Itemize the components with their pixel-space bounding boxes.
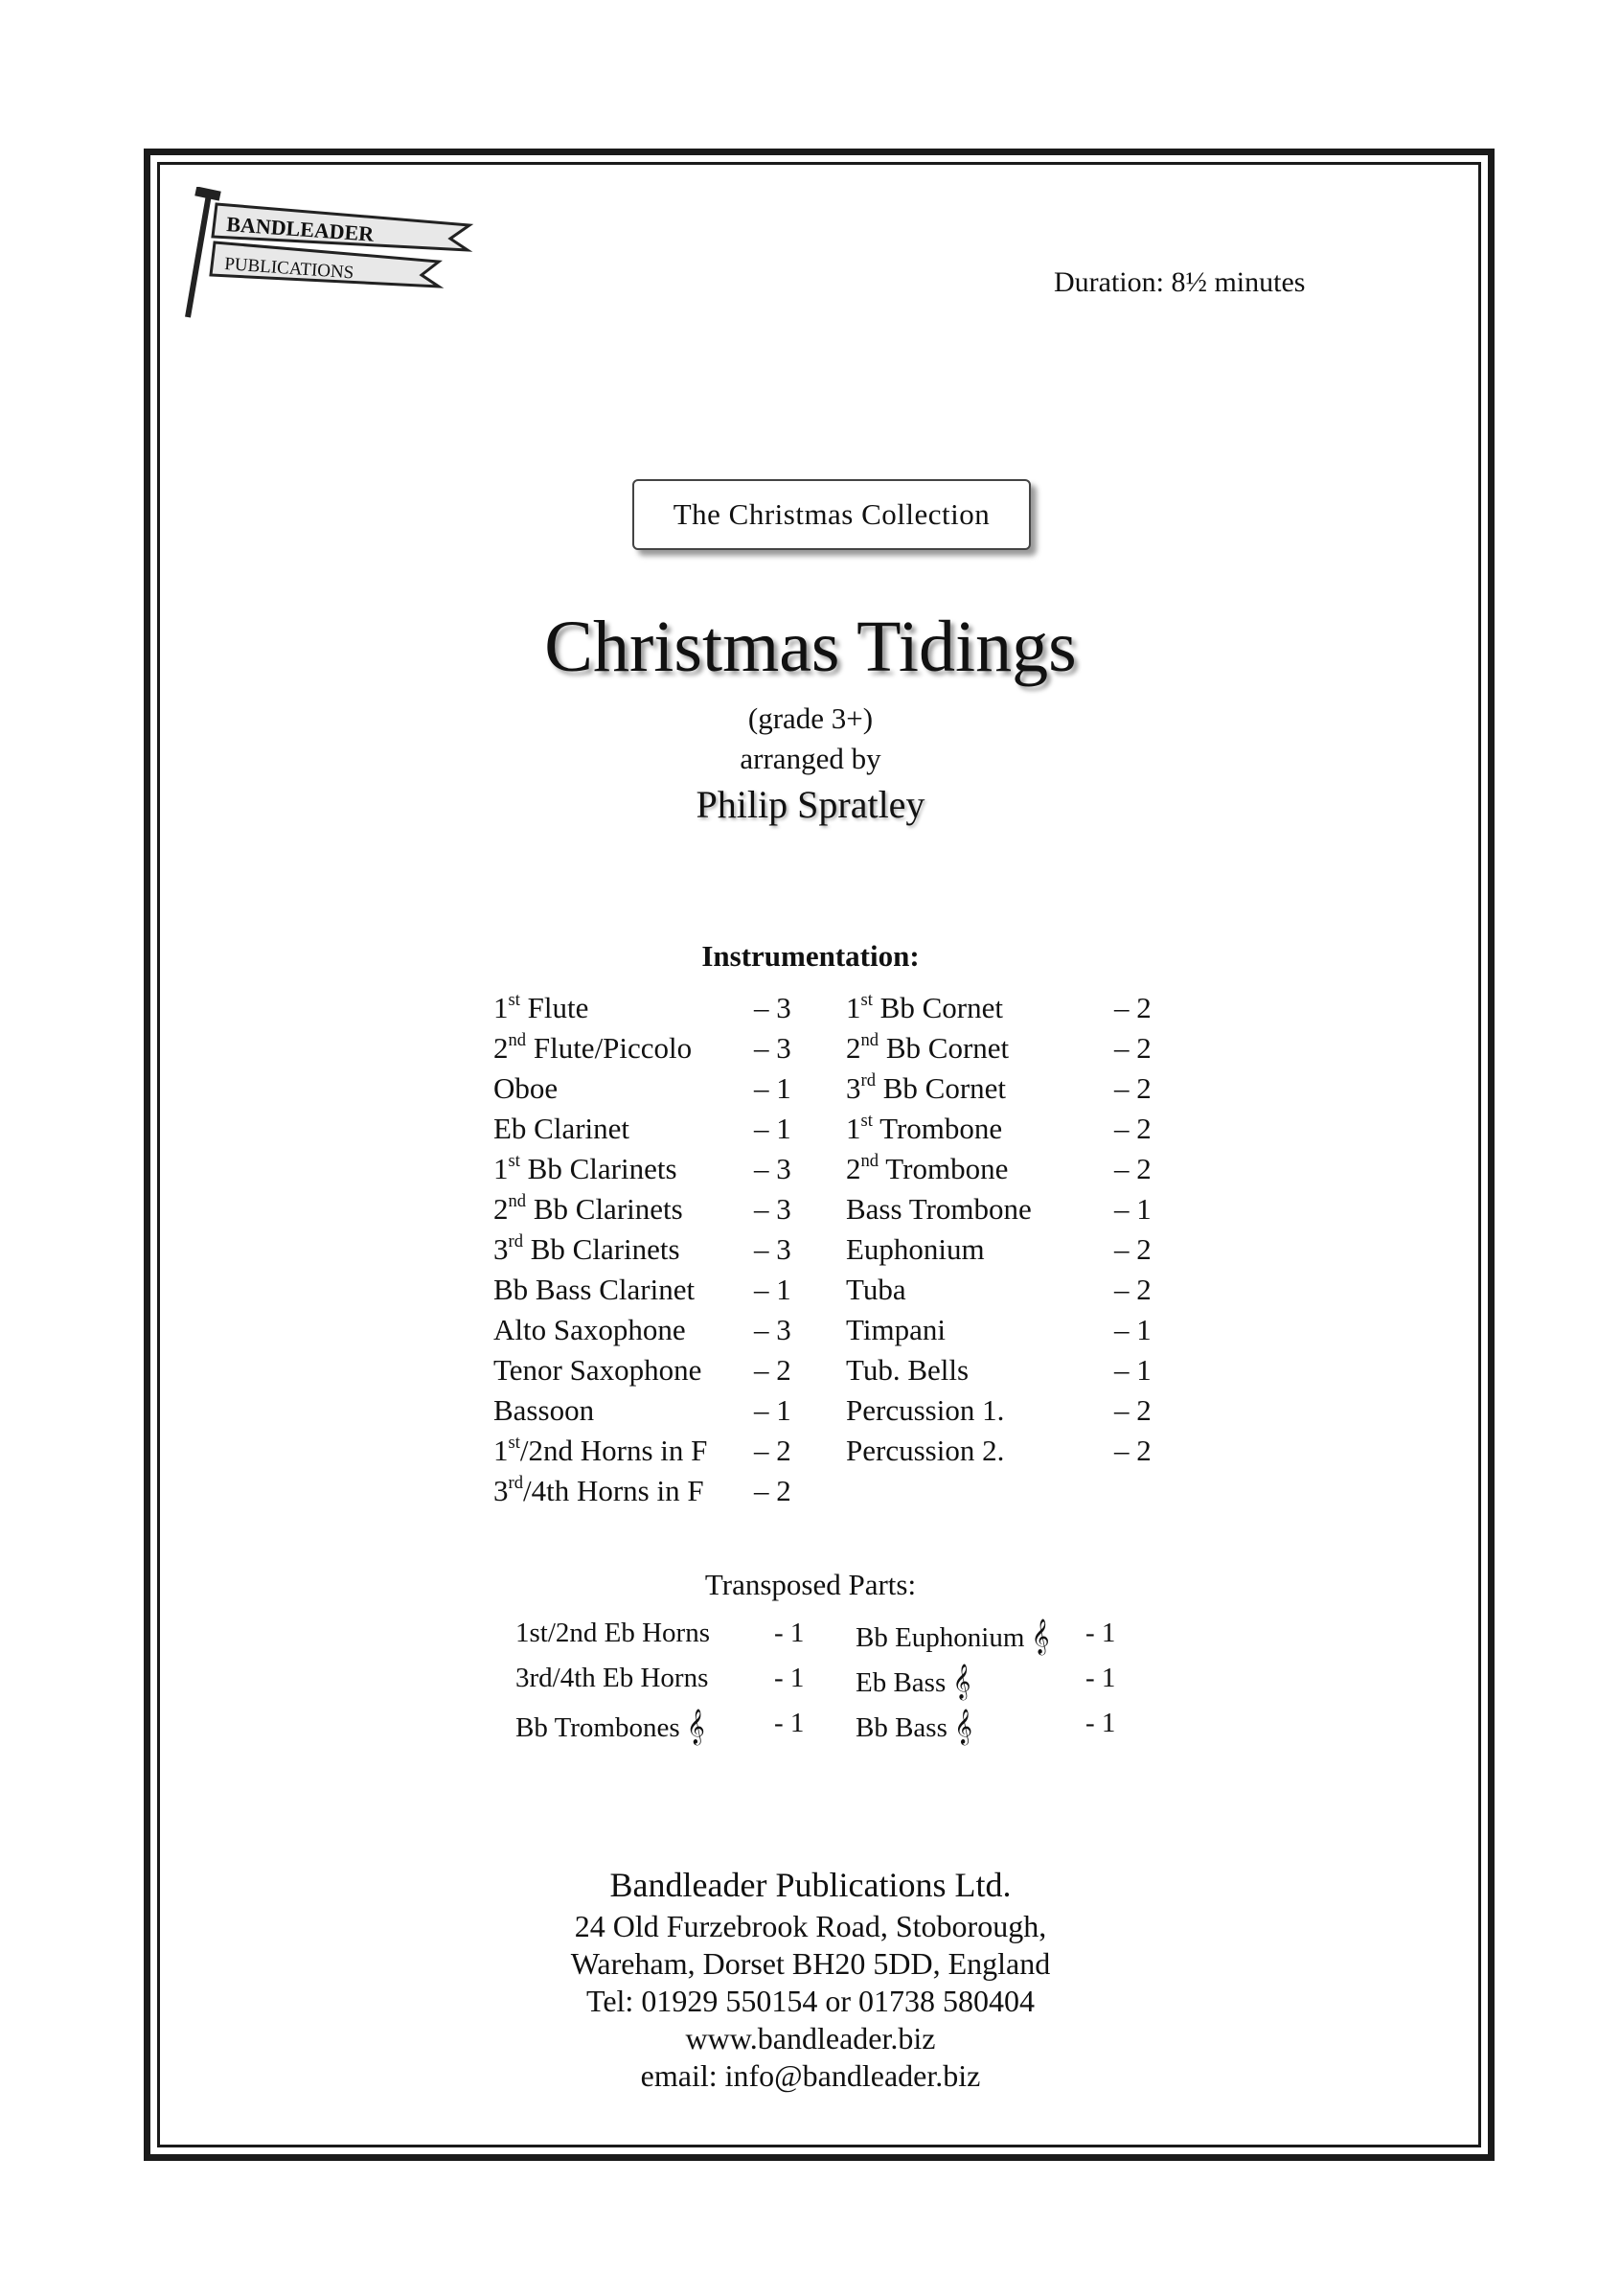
- publisher-email[interactable]: email: info@bandleader.biz: [640, 2058, 981, 2093]
- instrument-name: [493, 1192, 683, 1227]
- instrument-name: [846, 1353, 969, 1388]
- collection-label: [632, 479, 1031, 550]
- instrument-count: – 3: [754, 1192, 791, 1226]
- instrument-label: Timpani: [846, 1313, 946, 1346]
- transposed-part-count: - 1: [774, 1708, 805, 1738]
- bandleader-logo: [182, 187, 489, 321]
- instrument-label: Tub. Bells: [846, 1353, 970, 1387]
- instrument-count: – 2: [1114, 1434, 1152, 1467]
- transposed-part-name: [856, 1663, 970, 1700]
- transposed-part-count: - 1: [1085, 1618, 1116, 1648]
- transposed-part-label: 1st/2nd Eb Horns: [515, 1618, 710, 1648]
- instrument-count: – 1: [1114, 1353, 1152, 1387]
- instrument-label: Bassoon: [493, 1393, 595, 1427]
- publisher-telephone: Tel: 01929 550154 or 01738 580404: [586, 1984, 1035, 2018]
- instrument-name: [493, 1031, 692, 1066]
- instrument-name: [493, 1474, 704, 1508]
- instrument-name: [493, 1232, 680, 1267]
- instrument-ordinal-suffix: rd: [508, 1230, 523, 1251]
- instrument-ordinal-suffix: nd: [860, 1150, 879, 1171]
- publisher-website[interactable]: www.bandleader.biz: [685, 2021, 936, 2055]
- instrument-label: Tenor Saxophone: [493, 1353, 702, 1387]
- transposed-part-label: Bb Trombones: [515, 1712, 687, 1743]
- instrument-name: [846, 1313, 946, 1347]
- instrument-count: – 3: [754, 991, 791, 1024]
- instrument-label: Flute/Piccolo: [526, 1031, 693, 1065]
- treble-clef-icon: 𝄞: [954, 1708, 973, 1744]
- instrument-name: [493, 1434, 707, 1468]
- instrument-name: [493, 1273, 695, 1307]
- instrument-count: – 3: [754, 1031, 791, 1065]
- instrument-name: [846, 991, 1003, 1025]
- instrument-label: Bb Clarinets: [519, 1152, 677, 1185]
- instrument-ordinal: 3: [493, 1474, 509, 1507]
- instrument-count: – 2: [1114, 1071, 1152, 1105]
- transposed-part-name: [515, 1708, 705, 1745]
- instrument-label: Bb Cornet: [879, 1031, 1010, 1065]
- instrument-name: [493, 1152, 677, 1186]
- instrument-count: – 3: [754, 1313, 791, 1346]
- instrument-count: – 1: [1114, 1313, 1152, 1346]
- instrument-count: – 1: [754, 1273, 791, 1306]
- instrument-ordinal: 2: [493, 1031, 509, 1065]
- instrument-ordinal-suffix: nd: [508, 1029, 527, 1050]
- transposed-part-name: [515, 1663, 708, 1694]
- instrument-label: Trombone: [879, 1152, 1009, 1185]
- instrument-ordinal: 3: [846, 1071, 861, 1105]
- transposed-part-count: - 1: [774, 1663, 805, 1693]
- logo-text-bottom: PUBLICATIONS: [223, 254, 354, 284]
- grade: (grade 3+): [747, 701, 874, 735]
- instrument-count: – 1: [754, 1393, 791, 1427]
- instrument-name: [846, 1434, 1004, 1468]
- instrument-ordinal: 1: [493, 991, 509, 1024]
- instrument-label: Bb Cornet: [876, 1071, 1007, 1105]
- publisher-name: Bandleader Publications Ltd.: [609, 1866, 1012, 1904]
- instrument-ordinal: 2: [846, 1152, 861, 1185]
- instrument-name: [846, 1152, 1008, 1186]
- instrument-label: Trombone: [872, 1112, 1003, 1145]
- instrument-count: – 1: [754, 1071, 791, 1105]
- instrument-ordinal: 1: [493, 1152, 509, 1185]
- instrument-ordinal: 2: [846, 1031, 861, 1065]
- instrument-label: Percussion 1.: [846, 1393, 1005, 1427]
- instrument-name: [846, 1232, 985, 1267]
- instrument-name: [493, 1393, 594, 1428]
- treble-clef-icon: 𝄞: [952, 1663, 971, 1699]
- instrument-name: [846, 1031, 1009, 1066]
- instrument-ordinal-suffix: nd: [860, 1029, 879, 1050]
- piece-title: Christmas Tidings: [544, 607, 1077, 687]
- arranger-name: Philip Spratley: [696, 783, 925, 826]
- transposed-part-name: [856, 1618, 1050, 1655]
- instrument-count: – 3: [754, 1152, 791, 1185]
- instrument-ordinal-suffix: rd: [860, 1069, 876, 1091]
- instrument-count: – 2: [754, 1353, 791, 1387]
- instrument-label: Bass Trombone: [846, 1192, 1032, 1226]
- instrument-ordinal-suffix: st: [508, 1150, 520, 1171]
- instrumentation-heading: Instrumentation:: [701, 939, 920, 973]
- transposed-part-label: Eb Bass: [856, 1667, 953, 1698]
- instrument-label: Alto Saxophone: [493, 1313, 686, 1346]
- instrument-count: – 2: [1114, 1273, 1152, 1306]
- transposed-part-count: - 1: [774, 1618, 805, 1648]
- instrument-ordinal: 2: [493, 1192, 509, 1226]
- publisher-address-line1: 24 Old Furzebrook Road, Stoborough,: [574, 1909, 1047, 1943]
- instrument-ordinal-suffix: nd: [508, 1190, 527, 1211]
- transposed-part-name: [515, 1618, 710, 1649]
- instrument-ordinal: 1: [493, 1434, 509, 1467]
- treble-clef-icon: 𝄞: [1031, 1618, 1050, 1654]
- instrument-ordinal-suffix: st: [860, 989, 873, 1010]
- publisher-address-line2: Wareham, Dorset BH20 5DD, England: [570, 1946, 1051, 1981]
- instrument-count: – 2: [1114, 1393, 1152, 1427]
- transposed-heading: Transposed Parts:: [704, 1568, 917, 1601]
- logo-text-top: BANDLEADER: [225, 212, 376, 246]
- instrument-name: [493, 1112, 629, 1146]
- instrument-ordinal-suffix: st: [860, 1110, 873, 1131]
- instrument-ordinal: 1: [846, 1112, 861, 1145]
- instrument-count: – 1: [754, 1112, 791, 1145]
- transposed-part-label: Bb Euphonium: [856, 1622, 1032, 1653]
- duration: Duration: 8½ minutes: [1054, 266, 1306, 298]
- instrument-name: [846, 1273, 906, 1307]
- instrument-name: [846, 1112, 1002, 1146]
- instrument-ordinal: 1: [846, 991, 861, 1024]
- transposed-part-count: - 1: [1085, 1663, 1116, 1693]
- instrument-label: /4th Horns in F: [523, 1474, 704, 1507]
- transposed-part-label: Bb Bass: [856, 1712, 955, 1743]
- instrument-label: Euphonium: [846, 1232, 985, 1266]
- instrument-ordinal-suffix: rd: [508, 1472, 523, 1493]
- instrument-count: – 3: [754, 1232, 791, 1266]
- instrument-name: [846, 1393, 1004, 1428]
- treble-clef-icon: 𝄞: [686, 1708, 705, 1744]
- instrument-count: – 1: [1114, 1192, 1152, 1226]
- instrument-count: – 2: [1114, 1152, 1152, 1185]
- instrument-label: /2nd Horns in F: [519, 1434, 708, 1467]
- instrument-count: – 2: [1114, 1112, 1152, 1145]
- instrument-name: [493, 1353, 701, 1388]
- instrument-ordinal: 3: [493, 1232, 509, 1266]
- arranged-by: arranged by: [740, 742, 881, 775]
- instrument-name: [846, 1071, 1006, 1106]
- instrument-name: [846, 1192, 1032, 1227]
- transposed-part-count: - 1: [1085, 1708, 1116, 1738]
- instrument-label: Eb Clarinet: [493, 1112, 630, 1145]
- instrument-label: Oboe: [493, 1071, 559, 1105]
- instrument-count: – 2: [1114, 991, 1152, 1024]
- instrument-label: Bb Bass Clarinet: [493, 1273, 696, 1306]
- inner-border: [157, 162, 1481, 2147]
- instrument-ordinal-suffix: st: [508, 1432, 520, 1453]
- instrument-count: – 2: [1114, 1031, 1152, 1065]
- instrument-label: Bb Clarinets: [523, 1232, 680, 1266]
- instrument-count: – 2: [754, 1434, 791, 1467]
- instrument-name: [493, 1313, 686, 1347]
- instrument-label: Bb Cornet: [872, 991, 1003, 1024]
- instrument-label: Percussion 2.: [846, 1434, 1005, 1467]
- instrument-name: [493, 991, 588, 1025]
- instrument-name: [493, 1071, 558, 1106]
- collection-text: The Christmas Collection: [673, 497, 991, 531]
- instrument-count: – 2: [1114, 1232, 1152, 1266]
- instrument-label: Bb Clarinets: [526, 1192, 683, 1226]
- transposed-part-name: [856, 1708, 972, 1745]
- instrument-count: – 2: [754, 1474, 791, 1507]
- instrument-label: Tuba: [846, 1273, 906, 1306]
- instrument-label: Flute: [519, 991, 589, 1024]
- transposed-part-label: 3rd/4th Eb Horns: [515, 1663, 709, 1693]
- instrument-ordinal-suffix: st: [508, 989, 520, 1010]
